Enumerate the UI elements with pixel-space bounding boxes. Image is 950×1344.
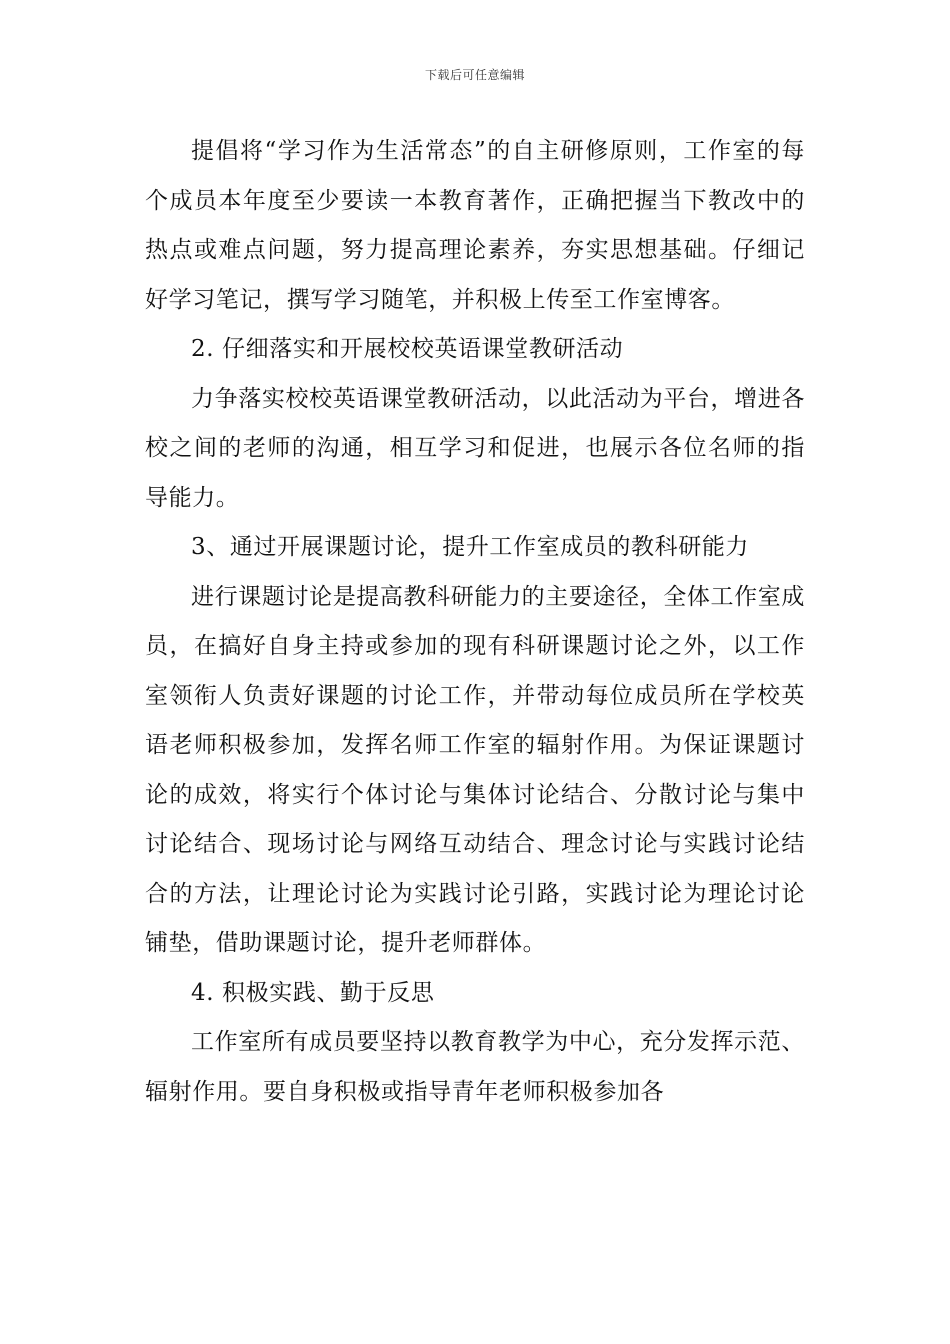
paragraph-practice-reflection: 工作室所有成员要坚持以教育教学为中心，充分发挥示范、辐射作用。要自身积极或指导青年老师积极参加各 (145, 1029, 805, 1105)
heading-item-3: 3、通过开展课题讨论，提升工作室成员的教科研能力 (191, 534, 750, 560)
header-note: 下载后可任意编辑 (424, 68, 525, 82)
paragraph-self-study: 提倡将“学习作为生活常态”的自主研修原则，工作室的每个成员本年度至少要读一本教育著作，正确把握当下教改中的热点或难点问题，努力提高理论素养，夯实思想基础。仔细记好学习笔记，撰写学习随笔，并积极上传至工作室博客。 (145, 138, 805, 313)
document-body (145, 127, 805, 1117)
heading-item-2: 2. 仔细落实和开展校校英语课堂教研活动 (191, 336, 624, 362)
paragraph-teaching-research: 力争落实校校英语课堂教研活动，以此活动为平台，增进各校之间的老师的沟通，相互学习和促进，也展示各位名师的指导能力。 (145, 385, 805, 511)
heading-item-4: 4. 积极实践、勤于反思 (191, 979, 435, 1006)
paragraph-research-topics: 进行课题讨论是提高教科研能力的主要途径，全体工作室成员，在搞好自身主持或参加的现有科研课题讨论之外，以工作室领衔人负责好课题的讨论工作，并带动每位成员所在学校英语老师积极参加，发挥名师工作室的辐射作用。为保证课题讨论的成效，将实行个体讨论与集体讨论结合、分散讨论与集中讨论结合、现场讨论与网络互动结合、理念讨论与实践讨论结合的方法，让理论讨论为实践讨论引路，实践讨论为理论讨论铺垫，借助课题讨论，提升老师群体。 (145, 583, 805, 956)
